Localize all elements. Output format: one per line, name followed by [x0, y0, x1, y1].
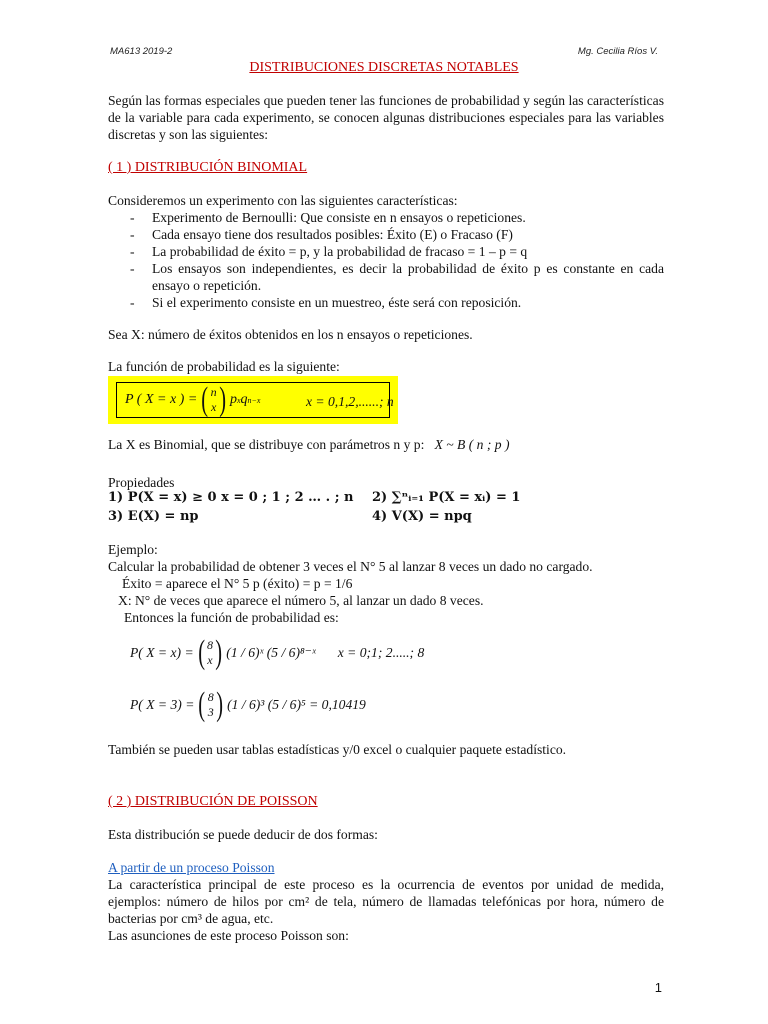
- poisson-subheading: [108, 859, 664, 876]
- formula-sup-x: x: [236, 395, 241, 405]
- tablas-text: También se pueden usar tablas estadísticas y/0 excel o cualquier paquete estadístico.: [108, 742, 567, 757]
- section1-bullets: [108, 209, 664, 311]
- section1-lead: Consideremos un experimento con las siguientes características:: [108, 193, 458, 208]
- param-math: X ~ B ( n ; p ): [434, 437, 510, 452]
- formula-sup-nx: n−x: [247, 395, 261, 405]
- binomial-coefficient: ( 8 x ): [197, 634, 223, 671]
- ejemplo-line: Calcular la probabilidad de obtener 3 veces el N° 5 al lanzar 8 veces un dado no cargado.: [108, 559, 593, 574]
- ejemplo-line: X: N° de veces que aparece el número 5, al lanzar un dado 8 veces.: [118, 593, 484, 608]
- intro-paragraph: Según las formas especiales que pueden tener las funciones de probabilidad y según las características de la variable para cada experimento, se conocen algunas distribuciones especiales para las variables discretas y son las siguientes:: [108, 93, 664, 142]
- formula-range: x = 0,1,2,......; n: [306, 394, 394, 409]
- eq1-rhs: (1 / 6)ˣ (5 / 6)⁸⁻ˣ: [226, 645, 316, 660]
- prop-3: 3) E(X) = np: [108, 509, 199, 524]
- formula-q: q: [240, 392, 248, 407]
- sea-text: Sea X: número de éxitos obtenidos en los n ensayos o repeticiones.: [108, 327, 473, 342]
- section1-heading: [108, 158, 664, 176]
- eq1-range: x = 0;1; 2.....; 8: [337, 645, 425, 660]
- header-author: Mg. Cecilia Ríos V.: [577, 46, 658, 57]
- func-label: La función de probabilidad es la siguiente:: [108, 359, 340, 374]
- binom-top: n: [210, 385, 217, 399]
- formula-lhs: P ( X = x ) =: [125, 392, 198, 407]
- ejemplo-line: Entonces la función de probabilidad es:: [124, 610, 339, 625]
- propiedades-label: Propiedades: [108, 475, 175, 490]
- prop-4: 4) V(X) = npq: [372, 509, 472, 524]
- ejemplo-line: Éxito = aparece el N° 5 p (éxito) = p = 1/6: [122, 576, 353, 591]
- list-item: - Los ensayos son independientes, es decir la probabilidad de éxito p es constante en cada ensayo o repetición.: [108, 260, 664, 294]
- section2-heading-text: ( 2 ) DISTRIBUCIÓN DE POISSON: [108, 794, 318, 809]
- param-line: [108, 436, 664, 453]
- list-item: - La probabilidad de éxito = p, y la probabilidad de fracaso = 1 – p = q: [108, 243, 664, 260]
- ejemplo-label: Ejemplo:: [108, 542, 158, 557]
- eq2-top: 8: [207, 690, 214, 704]
- header-course: MA613 2019-2: [110, 46, 173, 57]
- list-item: - Experimento de Bernoulli: Que consiste en n ensayos o repeticiones.: [108, 209, 664, 226]
- example-equation-1: [130, 634, 425, 671]
- poisson-paragraph: La característica principal de este proceso es la ocurrencia de eventos por unidad de medida, ejemplos: número de hilos por cm² de tela, número de llamadas telefónicas por hora, número de bacterias por cm³ de agua, etc.: [108, 877, 664, 926]
- section2-heading: [108, 792, 664, 810]
- eq2-rhs: (1 / 6)³ (5 / 6)⁵ = 0,10419: [227, 697, 366, 712]
- eq2-lhs: P( X = 3) =: [130, 697, 195, 712]
- eq1-bottom: x: [207, 653, 213, 667]
- list-item: - Si el experimento consiste en un muestreo, éste será con reposición.: [108, 294, 664, 311]
- formula-p: p: [229, 392, 237, 407]
- example-equation-2: [130, 686, 366, 723]
- page-number: 1: [654, 980, 662, 995]
- prop-2: 2) ∑ⁿᵢ₌₁ P(X = xᵢ) = 1: [372, 490, 521, 505]
- param-text: La X es Binomial, que se distribuye con parámetros n y p:: [108, 437, 425, 452]
- document-title: DISTRIBUCIONES DISCRETAS NOTABLES: [249, 60, 519, 75]
- eq2-bottom: 3: [207, 705, 214, 719]
- paren-left: (: [201, 381, 209, 418]
- prop-1: 1) P(X = x) ≥ 0 x = 0 ; 1 ; 2 … . ; n: [108, 490, 354, 505]
- binom-bottom: x: [210, 400, 217, 414]
- eq1-lhs: P( X = x) =: [130, 645, 194, 660]
- eq1-top: 8: [206, 638, 213, 652]
- poisson-process-link[interactable]: A partir de un proceso Poisson: [108, 860, 275, 875]
- paren-right: ): [218, 381, 226, 418]
- section1-heading-text: ( 1 ) DISTRIBUCIÓN BINOMIAL: [108, 160, 308, 175]
- section2-lead: Esta distribución se puede deducir de dos formas:: [108, 827, 378, 842]
- poisson-last-line: Las asunciones de este proceso Poisson son:: [108, 928, 349, 943]
- binomial-coefficient: ( 8 3 ): [198, 686, 223, 723]
- list-item: - Cada ensayo tiene dos resultados posibles: Éxito (E) o Fracaso (F): [108, 226, 664, 243]
- binomial-coefficient: [199, 381, 228, 418]
